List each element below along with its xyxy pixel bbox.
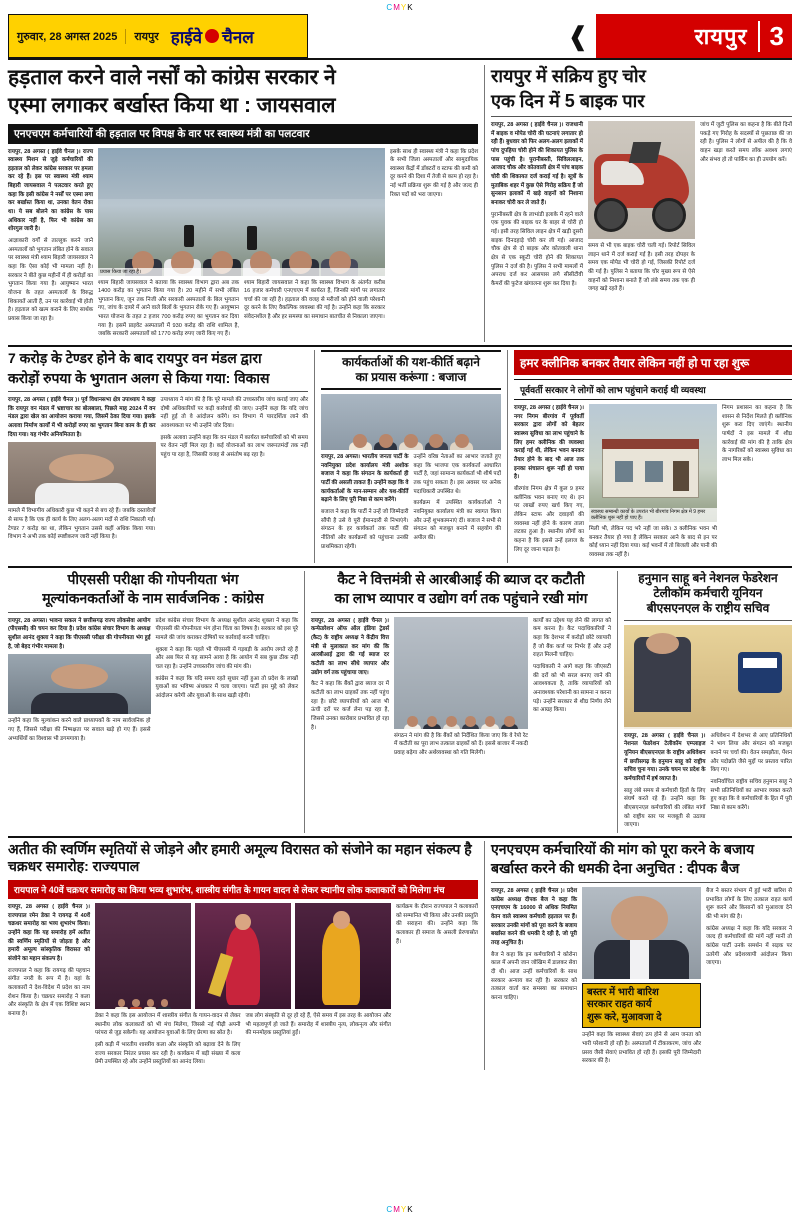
cait-col-1: रायपुर, 28 अगस्त ( हाईवे चैनल )। कन्फेडरेशन ऑफ ऑल इंडिया ट्रेडर्स (कैट) के राष्ट्रीय अध्यक्ष ने केंद्रीय वित्त मंत्री से मुलाकात कर मांग की कि आरबीआई द्वारा की गई ब्याज दर कटौती का लाभ सीधे व्यापार और उद्योग वर्ग तक पहुंचाया जाए। कैट ने कहा कि बैंकों द्वारा ब्याज दर में कटौती का लाभ ग्राहकों तक नहीं पहुंच रहा है। छोटे व्यापारियों को आज भी ऊंची दरों पर कर्ज लेना पड़ रहा है, जिससे उनका कारोबार प्रभावित हो रहा है। <box>311 617 389 731</box>
masthead-left <box>8 14 308 58</box>
hanuman-headline-line2: टेलीकॉम कर्मचारी यूनियन <box>653 585 763 600</box>
section-title: रायपुर <box>694 24 748 49</box>
highlight-line-2: सरकार राहत कार्य <box>587 999 652 1011</box>
tender-col-2: उपाध्याय ने मांग की है कि पूरे मामले की उच्चस्तरीय जांच कराई जाए और दोषी अधिकारियों पर कड़ी कार्रवाई की जाए। उन्होंने कहा कि यदि जांच नहीं हुई तो वे आंदोलन करेंगे। वन विभाग में पारदर्शिता लाने की आवश्यकता पर भी उन्होंने जोर दिया। इसके अलावा उन्होंने कहा कि वन मंडल में कार्यरत कर्मचारियों को भी समय पर वेतन नहीं मिल रहा है। कई योजनाओं का लाभ जरूरतमंदों तक नहीं पहुंच पा रहा है, जिसकी वजह से असंतोष बढ़ रहा है। <box>160 397 308 459</box>
logo-dot-icon <box>205 29 219 43</box>
governor-col-4: कार्यक्रम के दौरान राज्यपाल ने कलाकारों को सम्मानित भी किया और उनकी प्रस्तुति की सराहना की। उन्होंने कहा कि कलाकार ही समाज के असली प्रेरणास्रोत हैं। <box>396 903 478 945</box>
pcc-story <box>8 571 298 833</box>
theft-photo <box>588 121 695 239</box>
pcc-col-1b: उन्होंने कहा कि मूल्यांकन करने वाले प्राध्यापकों के नाम सार्वजनिक हो गए हैं, जिससे परीक्षा की निष्पक्षता पर सवाल खड़े हो गए हैं। इससे अभ्यर्थियों का विश्वास भी डगमगाया है। <box>8 718 151 742</box>
hanuman-photo <box>624 625 792 729</box>
governor-col-3: जब लोग संस्कृति से दूर हो रहे हैं, ऐसे समय में इस तरह के आयोजन और भी महत्वपूर्ण हो जाते हैं। समारोह में शास्त्रीय नृत्य, लोकनृत्य और संगीत की मनमोहक प्रस्तुतियां हुईं। <box>245 1012 391 1037</box>
hanuman-photo-caption <box>624 727 792 729</box>
governor-headline: अतीत की स्वर्णिम स्मृतियों से जोड़ने और हमारी अमूल्य विरासत को संजोने का महान संकल्प है चक्रधर समारोह: राज्यपाल <box>8 840 472 875</box>
governor-col-2: डेका ने कहा कि इस आयोजन में शास्त्रीय संगीत के गायन-वादन से लेकर स्थानीय लोक कलाकारों को भी मंच मिलेगा, जिससे नई पीढ़ी अपनी परंपरा से जुड़ सकेगी। यह आयोजन युवाओं के लिए प्रेरणा का स्रोत है। इसी कड़ी में भारतीय शास्त्रीय कला और संस्कृति को बढ़ावा देने के लिए राज्य सरकार निरंतर प्रयास कर रही है। कार्यक्रम में बड़ी संख्या में कला प्रेमी उपस्थित रहे और उन्होंने प्रस्तुतियों का आनंद लिया। <box>95 1012 241 1066</box>
second-zone <box>8 350 792 563</box>
bajaj-story <box>321 350 501 563</box>
tender-headline-line2: करोड़ों रुपया के भुगतान अलग से किया गया: विकास <box>8 369 270 386</box>
clinic-photo-caption: स्वास्थ्य सम्बन्धी कार्यों के उपरांत भी बीरगांव निगम क्षेत्र में 9 हमर क्लीनिक शुरू नहीं हो पाए हैं। <box>589 508 717 522</box>
clinic-col-2: मिली भी, लेकिन पद भरे नहीं जा सके। 3 क्लीनिक भवन भी बनकर तैयार हो गया है लेकिन सरकार आने के बाद से इन पर कोई ध्यान नहीं दिया गया। कई भवनों में तो बिजली और पानी की व्यवस्था तक नहीं है। <box>589 526 717 559</box>
nhm-col-1: रायपुर, 28 अगस्त ( हाईवे चैनल )। प्रदेश कांग्रेस अध्यक्ष दीपक बैज ने कहा कि एनएचएम के 16000 से अधिक नियमित वेतन वाले स्वास्थ्य कर्मचारी हड़ताल पर हैं। सरकार उनकी मांगों को पूरा करने के बजाय बर्खास्त करने की धमकी दे रही है, जो पूरी तरह अनुचित है। बैज ने कहा कि इन कर्मचारियों ने कोरोना काल में अपनी जान जोखिम में डालकर सेवा दी थी। आज उन्हीं कर्मचारियों के साथ सरकार अन्याय कर रही है। सरकार को तत्काल वार्ता कर समस्या का समाधान करना चाहिए। <box>491 887 577 1001</box>
print-mark-bottom: C M Y K <box>0 1202 800 1216</box>
governor-photo-2 <box>195 903 291 1009</box>
governor-col-1: रायपुर, 28 अगस्त ( हाईवे चैनल )। राज्यपाल रमेन डेका ने रायगढ़ में 40वें चक्रधर समारोह का भव्य शुभारंभ किया। उन्होंने कहा कि यह समारोह हमें अतीत की स्वर्णिम स्मृतियों से जोड़ता है और हमारी अमूल्य सांस्कृतिक विरासत को संजोने का महान संकल्प है। राज्यपाल ने कहा कि रायगढ़ की पहचान संगीत नगरी के रूप में है। यहां के कलाकारों ने देश-विदेश में प्रदेश का नाम रोशन किया है। चक्रधर समारोह ने कला और संस्कृति के क्षेत्र में एक विशिष्ट स्थान बनाया है। <box>8 903 90 1017</box>
theft-col-3: जांच में जुटी पुलिस का कहना है कि बीते दिनों पकड़े गए गिरोह के सदस्यों से पूछताछ की जा रही है। पुलिस ने लोगों से अपील की है कि वे वाहन खड़ा करते समय लॉक अवश्य लगाएं और संभव हो तो पार्किंग का ही उपयोग करें। <box>700 122 792 163</box>
governor-photo-1 <box>95 903 191 1009</box>
logo-text-secondary: चैनल <box>222 27 254 47</box>
lead-col-3: श्याम बिहारी जायसवाल ने कहा कि स्वास्थ्य विभाग के अंतर्गत करीब 16 हजार कर्मचारी एनएचएम में कार्यरत हैं, जिनकी मांगों पर लगातार चर्चा की जा रही है। हड़ताल की वजह से मरीजों को होने वाली परेशानी दूर करने के लिए वैकल्पिक व्यवस्था की गई है। उन्होंने कहा कि सरकार संवेदनशील है और हर समस्या का समाधान बातचीत से निकाला जाएगा। <box>244 279 385 321</box>
lead-headline-line1: हड़ताल करने वाले नर्सों को कांग्रेस सरकार ने <box>8 66 336 89</box>
clinic-col-3: निगम प्रशासन का कहना है कि शासन से निर्देश मिलते ही क्लीनिक शुरू करा दिए जाएंगे। स्थानीय पार्षदों ने इस मामले में शीघ्र कार्रवाई की मांग की है ताकि क्षेत्र के नागरिकों को स्वास्थ्य सुविधा का लाभ मिल सके। <box>722 405 792 464</box>
bajaj-col-2: उन्होंने वरिष्ठ नेताओं का आभार जताते हुए कहा कि भाजपा एक कार्यकर्ता आधारित पार्टी है, जहां सामान्य कार्यकर्ता भी शीर्ष पदों तक पहुंच सकता है। इस अवसर पर अनेक पदाधिकारी उपस्थित थे। कार्यक्रम में उपस्थित कार्यकर्ताओं ने नवनियुक्त कार्यालय मंत्री का स्वागत किया और उन्हें शुभकामनाएं दीं। बजाज ने सभी से संगठन को मजबूत बनाने में सहयोग की अपील की। <box>413 454 501 541</box>
publication-logo[interactable] <box>171 25 254 48</box>
pcc-headline-line1: पीएससी परीक्षा की गोपनीयता भंग <box>67 570 239 587</box>
cait-headline-line1: कैट ने वित्तमंत्री से आरबीआई की ब्याज दर कटौती <box>337 570 585 587</box>
print-mark-top: C M Y K <box>0 0 800 14</box>
nhm-highlight-box <box>582 983 701 1029</box>
pcc-headline-line2: मूल्यांकनकर्ताओं के नाम सार्वजनिक : कांग्रेस <box>42 590 264 607</box>
masthead-date: गुरुवार, 28 अगस्त 2025 <box>17 29 126 44</box>
lead-subhead: एनएचएम कर्मचारियों की हड़ताल पर विपक्ष के वार पर स्वास्थ्य मंत्री का पलटवार <box>8 124 478 144</box>
hanuman-col-1: रायपुर, 28 अगस्त ( हाईवे चैनल )। नेशनल फेडरेशन टेलीकॉम एम्प्लाइज यूनियन बीएसएनएल के राष्ट्रीय अधिवेशन में छत्तीसगढ़ के हनुमान साहू को राष्ट्रीय सचिव चुना गया। उनके चयन पर प्रदेश के कर्मचारियों में हर्ष व्याप्त है। साहू लंबे समय से कर्मचारी हितों के लिए संघर्ष करते रहे हैं। उन्होंने कहा कि बीएसएनएल कर्मचारियों की लंबित मांगों को राष्ट्रीय स्तर पर मजबूती से उठाया जाएगा। <box>624 732 706 829</box>
lead-story <box>8 65 478 342</box>
nhm-story <box>491 841 792 1070</box>
pcc-photo <box>8 654 151 714</box>
tender-headline-line1: 7 करोड़ के टेण्डर होने के बाद रायपुर वन मंडल द्वारा <box>8 350 262 367</box>
nhm-col-2: उन्होंने कहा कि स्वास्थ्य सेवाएं ठप होने से आम जनता को भारी परेशानी हो रही है। अस्पतालों में टीकाकरण, जांच और प्रसव जैसी सेवाएं प्रभावित हो रही हैं। इसकी पूरी जिम्मेदारी सरकार की है। <box>582 1032 701 1065</box>
nhm-headline-line2: बर्खास्त करने की धमकी देना अनुचित : दीपक बैज <box>491 860 740 877</box>
cait-col-3: कार्यों का उद्देश्य यह लेने की लागत को कम करना है। कैट पदाधिकारियों ने कहा कि देशभर में करोड़ों छोटे व्यापारी हैं जो बैंक कर्ज पर निर्भर हैं और उन्हें राहत मिलनी चाहिए। पदाधिकारी ने आगे कहा कि जीएसटी की दरों को भी सरल बनाए जाने की आवश्यकता है, ताकि व्यापारियों को अनावश्यक परेशानी का सामना न करना पड़े। उन्होंने सरकार से शीघ्र निर्णय लेने का आग्रह किया। <box>533 617 612 714</box>
clinic-subhead: पूर्ववर्ती सरकार ने लोगों को लाभ पहुंचाने कराई थी व्यवस्था <box>514 379 792 400</box>
pcc-col-2: प्रदेश कांग्रेस संचार विभाग के अध्यक्ष सुशील आनंद शुक्ला ने कहा कि पीएससी की गोपनीयता भंग होना चिंता का विषय है। सरकार को इस पूरे मामले की जांच कराकर दोषियों पर कार्रवाई करनी चाहिए। शुक्ला ने कहा कि पहले भी पीएससी में गड़बड़ी के आरोप लगते रहे हैं और अब फिर से यह सामने आया है कि आयोग में सब कुछ ठीक नहीं चल रहा है। उन्होंने उच्चस्तरीय जांच की मांग की। कांग्रेस ने कहा कि यदि समय रहते सुधार नहीं हुआ तो प्रदेश के लाखों युवाओं का भविष्य अंधकार में चला जाएगा। पार्टी इस मुद्दे को लेकर आंदोलन करेगी और युवाओं के साथ खड़ी रहेगी। <box>155 617 298 699</box>
masthead-spacer <box>308 14 562 58</box>
theft-headline-line2: एक दिन में 5 बाइक पार <box>491 90 645 111</box>
theft-col-2: समय से भी एक बाइक चोरी चली गई। रिपोर्ट सिविल लाइन थाने में दर्ज कराई गई है। इसी तरह दोपहर के समय एक मोपेड भी चोरी हो गई, जिसकी रिपोर्ट दर्ज की गई है। पुलिस ने बताया कि चोर मुख्य रूप से ऐसे वाहनों को निशाना बनाते हैं जो लंबे समय तक एक ही जगह खड़े रहते हैं। <box>588 243 695 293</box>
lead-photo-caption: प्रयास किया जा रहा है। <box>98 268 385 276</box>
theft-story <box>491 65 792 342</box>
governor-story <box>8 841 478 1070</box>
bajaj-headline-line1: कार्यकर्ताओं की यश-कीर्ति बढ़ाने <box>342 355 480 370</box>
cait-story <box>311 571 611 833</box>
clinic-photo <box>589 404 717 522</box>
hanuman-headline-line3: बीएसएनएल के राष्ट्रीय सचिव <box>646 600 770 615</box>
logo-text-primary: हाईवे <box>170 27 203 47</box>
lead-col-2: श्याम बिहारी जायसवाल ने बताया कि स्वास्थ्य विभाग द्वारा अब तक 1400 करोड़ का भुगतान किया गया है। 20 महीने में सभी लंबित भुगतान किए, जून तक निजी और सरकारी अस्पतालों के बिल भुगतान गए, जांच के दायरे में आने वाले बिलों के भुगतान रोके गए हैं। आयुष्मान भारत योजना के तहत 2 हजार 700 करोड़ रुपए का भुगतान कर दिया गया है। इसमें प्राइवेट अस्पतालों में 930 करोड़ की राशि शामिल है, जबकि सरकारी अस्पतालों को 1770 करोड़ रुपए जारी किए गए हैं। <box>98 279 239 338</box>
bajaj-col-1: रायपुर, 28 अगस्त। भारतीय जनता पार्टी के नवनियुक्त प्रदेश कार्यालय मंत्री अशोक बजाज ने कहा कि संगठन के कार्यकर्ता ही पार्टी की असली ताकत हैं। उन्होंने कहा कि वे कार्यकर्ताओं के मान-सम्मान और यश-कीर्ति बढ़ाने के लिए पूरी निष्ठा से काम करेंगे। बजाज ने कहा कि पार्टी ने उन्हें जो जिम्मेदारी सौंपी है उसे वे पूरी ईमानदारी से निभाएंगे। संगठन के हर कार्यकर्ता तक पार्टी की नीतियों और कार्यक्रमों को पहुंचाना उनकी प्राथमिकता रहेगी। <box>321 454 409 550</box>
lead-photo <box>98 148 385 276</box>
theft-headline-line1: रायपुर में सक्रिय हुए चोर <box>491 66 646 86</box>
cait-col-2: संगठन ने मांग की है कि बैंकों को निर्देशित किया जाए कि वे रेपो रेट में कटौती का पूरा लाभ तत्काल ग्राहकों को दें। इससे बाजार में नकदी प्रवाह बढ़ेगा और अर्थव्यवस्था को गति मिलेगी। <box>394 732 528 757</box>
third-zone <box>8 571 792 833</box>
nhm-photo <box>582 887 701 979</box>
tender-photo <box>8 442 156 504</box>
governor-subhead: रायपाल ने 40वें चक्रधर समारोह का किया भव्य शुभारंभ, शास्त्रीय संगीत के गायन वादन से लेकर स्थानीय लोक कलाकारों को मिलेगा मंच <box>8 880 478 899</box>
hanuman-story <box>624 571 792 833</box>
lead-headline-line2: एस्मा लगाकर बर्खास्त किया था : जायसवाल <box>8 94 336 118</box>
clinic-col-1: रायपुर, 28 अगस्त ( हाईवे चैनल )। नगर निगम बीरगांव में पूर्ववर्ती सरकार द्वारा लोगों को बेहतर स्वास्थ्य सुविधा का लाभ पहुंचाने के लिए हमर क्लीनिक की व्यवस्था कराई गई थी, लेकिन भवन बनकर तैयार होने के बाद भी आज तक इनका संचालन शुरू नहीं हो पाया है। बीरगांव निगम क्षेत्र में कुल 9 हमर क्लीनिक भवन बनाए गए थे। इन पर लाखों रुपए खर्च किए गए, लेकिन स्टाफ और दवाइयों की व्यवस्था नहीं होने के कारण ताला लटका हुआ है। स्थानीय लोगों का कहना है कि इससे उन्हें इलाज के लिए दूर जाना पड़ता है। <box>514 405 584 553</box>
hanuman-col-2: अधिवेशन में देशभर से आए प्रतिनिधियों ने भाग लिया और संगठन को मजबूत बनाने पर चर्चा की। वेतन समझौता, पेंशन और पदोन्नति जैसे मुद्दों पर प्रस्ताव पारित किए गए। नवनिर्वाचित राष्ट्रीय सचिव हनुमान साहू ने सभी प्रतिनिधियों का आभार व्यक्त करते हुए कहा कि वे कर्मचारियों के हित में पूरी निष्ठा से काम करेंगे। <box>710 732 792 811</box>
clinic-headline: हमर क्लीनिक बनकर तैयार लेकिन नहीं हो पा रहा शुरू <box>514 350 792 375</box>
governor-photo-3 <box>295 903 391 1009</box>
top-zone <box>8 65 792 342</box>
tender-col-1b: मामले में विभागीय अधिकारी कुछ भी कहने से बच रहे हैं। जबकि दस्तावेजों से साफ है कि एक ही कार्य के लिए अलग-अलग मदों से राशि निकाली गई। टेण्डर 7 करोड़ का था, लेकिन भुगतान उससे कहीं अधिक किया गया। विभाग ने अभी तक कोई स्पष्टीकरण जारी नहीं किया है। <box>8 508 156 541</box>
cait-headline-line2: का लाभ व्यापार व उद्योग वर्ग तक पहुंचाने रखी मांग <box>334 590 588 607</box>
clinic-story <box>514 350 792 563</box>
page-number: 3 <box>758 21 784 52</box>
pcc-col-1: रायपुर, 28 अगस्त। भावना सकल ने छत्तीसगढ़ राज्य लोकसेवा आयोग (पीएससी) की चयन कर दिया है। प्रदेश कांग्रेस संचार विभाग के अध्यक्ष सुशील आनंद शुक्ला ने कहा कि पीएससी परीक्षा की गोपनीयता भंग हुई है, जो बेहद गंभीर मामला है। <box>8 617 151 650</box>
nhm-headline-line1: एनएचएम कर्मचारियों की मांग को पूरा करने के बजाय <box>491 840 755 857</box>
highlight-line-1: बस्तर में भारी बारिश <box>587 986 659 998</box>
column-divider <box>484 65 485 342</box>
tender-col-1: रायपुर, 28 अगस्त ( हाईवे चैनल )। पूर्व विधानसभा क्षेत्र उपाध्याय ने कहा कि रायपुर वन मंडल में भ्रष्टाचार का बोलबाला, पिछले माह 2024 में वन मंडल द्वारा खेल का आयोजन कराया गया, जिसमें ठेका दिया गया। इसके अलावा निर्माण कार्यों में भी करोड़ों रुपए का भुगतान बिना काम के ही कर दिया गया। यह गंभीर अनियमितता है। <box>8 397 156 438</box>
bajaj-photo <box>321 394 501 450</box>
masthead-city: रायपुर <box>134 30 159 43</box>
highlight-line-3: शुरू करे, मुआवजा दे <box>587 1011 662 1023</box>
masthead-right <box>562 14 792 58</box>
bajaj-headline-line2: का प्रयास करूंगा : बजाज <box>355 370 467 385</box>
bottom-zone <box>8 841 792 1070</box>
masthead <box>8 14 792 60</box>
cait-photo <box>394 617 528 729</box>
hanuman-headline-line1: हनुमान साहू बने नेशनल फेडरेशन <box>638 570 778 585</box>
theft-col-1: रायपुर, 28 अगस्त ( हाईवे चैनल )। राजधानी में बाइक व मोपेड चोरी की घटनाएं लगातार हो रही हैं। बुधवार को फिर अलग-अलग इलाकों में पांच दुपहिया चोरी होने की शिकायत पुलिस के पास पहुंची है। पुरानीबस्ती, सिविललाइन, आजाद चौक और कोतवाली क्षेत्र में पांच बाइक चोरी की शिकायत दर्ज कराई गई है। सूत्रों के मुताबिक शहर में कुछ ऐसे गिरोह सक्रिय हैं जो सुनसान इलाकों में खड़े वाहनों को निशाना बनाकर चोरी कर ले जाते हैं। पुरानीबस्ती क्षेत्र के लाभांडी इलाके में रहने वाले एक युवक की बाइक घर के बाहर से चोरी हो गई। इसी तरह सिविल लाइन क्षेत्र में खड़ी दूसरी बाइक दिनदहाड़े चोरी कर ली गई। आजाद चौक क्षेत्र से दो बाइक और कोतवाली थाना क्षेत्र से एक स्कूटी चोरी होने की शिकायत पुलिस ने दर्ज की है। पुलिस ने सभी मामलों में अपराध दर्ज कर आसपास लगे सीसीटीवी कैमरों की फुटेज खंगालना शुरू कर दिया है। <box>491 122 583 287</box>
tender-story <box>8 350 308 563</box>
lead-col-1: रायपुर, 28 अगस्त ( हाईवे चैनल )। राज्य स्वास्थ्य मिशन से जुड़े कर्मचारियों की हड़ताल को लेकर कांग्रेस सरकार पर हमला कर रहे हैं। इस पर स्वास्थ्य मंत्री श्याम बिहारी जायसवाल ने पलटवार करते हुए कहा कि इसी कांग्रेस ने नर्सों पर एस्मा लगा कर बर्खास्त किया था, उनका वेतन रोका था। ये सब बोलने का कांग्रेस के पास अधिकार नहीं है, फिर भी कांग्रेस का शोरगुल जारी है। आज्ञाकारी वर्गों से ताल्लुक करने जाने अस्पतालों को भुगतान लंबित होने के सवाल पर स्वास्थ्य मंत्री श्याम बिहारी जायसवाल ने कहा कि ऐसा कोई भी मामला नहीं है। सरकार ने बीते कुछ महीनों में ही करोड़ों का भुगतान किया गया है। आयुष्मान भारत योजना के तहत अस्पतालों के विरुद्ध शिकायतें आती हैं, उन पर कार्रवाई भी होती है। हड़ताल को खत्म कराने के लिए सार्थक प्रयास किया जा रहा है। <box>8 148 93 322</box>
nhm-col-3: बैज ने बस्तर संभाग में हुई भारी बारिश से प्रभावित लोगों के लिए तत्काल राहत कार्य शुरू करने और किसानों को मुआवजा देने की भी मांग की है। कांग्रेस अध्यक्ष ने कहा कि यदि सरकार ने जल्द ही कर्मचारियों की मांगें नहीं मानीं तो कांग्रेस पार्टी उनके समर्थन में सड़क पर उतरेगी और प्रदेशव्यापी आंदोलन किया जाएगा। <box>706 887 792 967</box>
lead-col-4: इसके साथ ही स्वास्थ्य मंत्री ने कहा कि प्रदेश के सभी जिला अस्पतालों और सामुदायिक स्वास्थ्य केंद्रों में डॉक्टरों व स्टाफ की कमी को दूर करने की दिशा में तेजी से काम हो रहा है। नई भर्ती प्रक्रिया शुरू की गई है और जल्द ही रिक्त पदों को भरा जाएगा। <box>390 148 478 198</box>
chevron-left-icon: ❰ <box>560 14 596 58</box>
